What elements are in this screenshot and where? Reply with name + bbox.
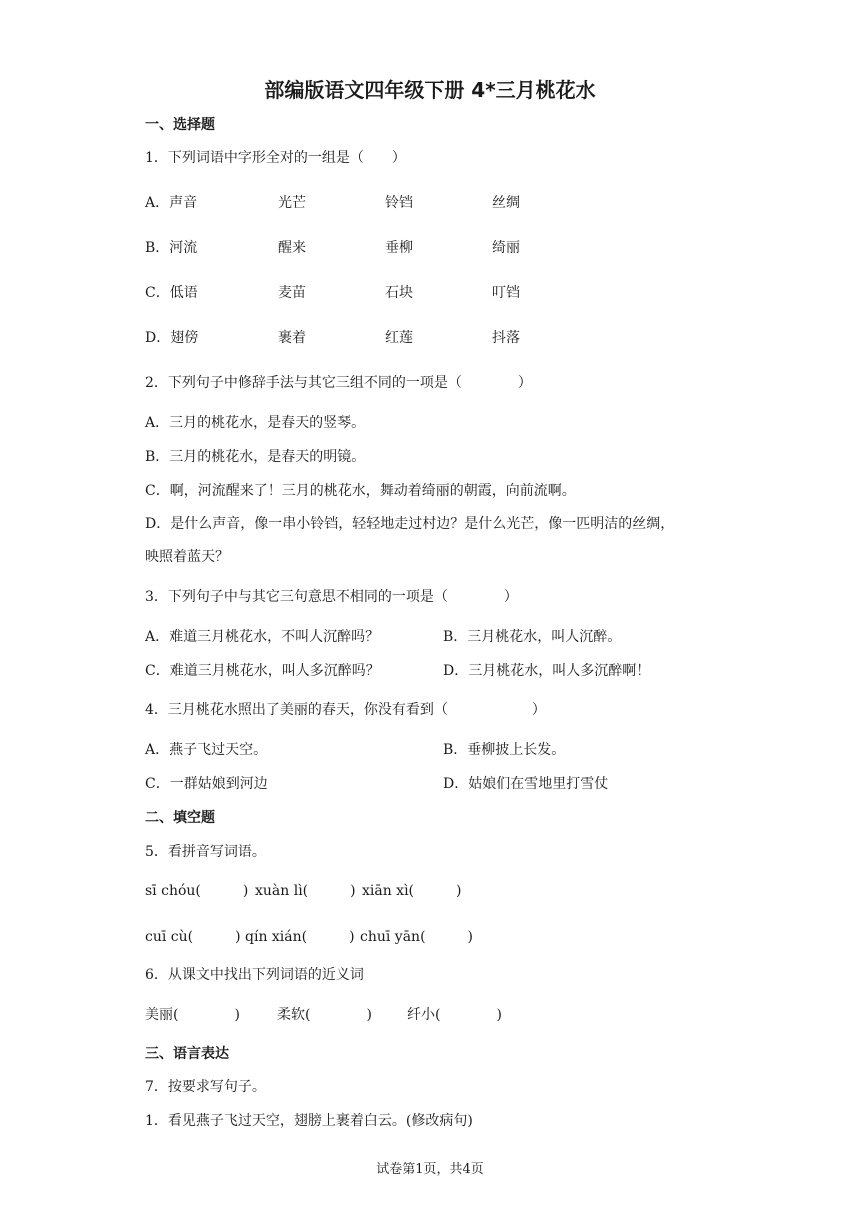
q1-option-d-word3: 红莲 <box>385 330 413 346</box>
pinyin-chui-yan: chuī yān( ) <box>360 929 473 945</box>
question-4-stem: 4．三月桃花水照出了美丽的春天，你没有看到（ ） <box>145 702 546 718</box>
q1-option-a-word2: 光芒 <box>278 195 306 211</box>
synonym-meili: 美丽( ) <box>145 1007 240 1023</box>
section-heading-fill: 二、填空题 <box>145 810 215 826</box>
question-3-stem: 3．下列句子中与其它三句意思不相同的一项是（ ） <box>145 589 518 605</box>
section-heading-choice: 一、选择题 <box>145 117 215 133</box>
question-6-stem: 6．从课文中找出下列词语的近义词 <box>145 967 364 983</box>
page-footer: 试卷第1页，共4页 <box>376 1162 484 1177</box>
q1-option-b-word4: 绮丽 <box>492 240 520 256</box>
synonym-rouruan: 柔软( ) <box>277 1007 372 1023</box>
page-title: 部编版语文四年级下册 4*三月桃花水 <box>264 78 596 102</box>
q4-option-d: D．姑娘们在雪地里打雪仗 <box>443 776 609 792</box>
q4-option-a: A．燕子飞过天空。 <box>145 742 268 758</box>
q1-option-d-word2: 裹着 <box>278 330 306 346</box>
pinyin-cui-cu: cuī cù( ) <box>145 929 241 945</box>
q1-option-a-word3: 铃铛 <box>385 195 413 211</box>
pinyin-xian-xi: xiān xì( ) <box>362 883 462 899</box>
q4-option-c: C．一群姑娘到河边 <box>145 776 268 792</box>
question-5-stem: 5．看拼音写词语。 <box>145 844 266 860</box>
pinyin-xuan-li: xuàn lì( ) <box>255 883 356 899</box>
q2-option-d-line2: 映照着蓝天？ <box>145 549 229 565</box>
q1-option-b-label: B．河流 <box>145 240 198 256</box>
q1-option-b-word2: 醒来 <box>278 240 306 256</box>
q1-option-c-word3: 石块 <box>385 285 413 301</box>
q1-option-b-word3: 垂柳 <box>385 240 413 256</box>
section-heading-expression: 三、语言表达 <box>145 1046 229 1062</box>
pinyin-qin-xian: qín xián( ) <box>245 929 355 945</box>
q2-option-c: C．啊，河流醒来了！三月的桃花水，舞动着绮丽的朝霞，向前流啊。 <box>145 483 576 499</box>
q1-option-d-word4: 抖落 <box>492 330 520 346</box>
q1-option-a-label: A．声音 <box>145 195 198 211</box>
question-1-stem: 1．下列词语中字形全对的一组是（ ） <box>145 150 406 166</box>
q1-option-a-word4: 丝绸 <box>492 195 520 211</box>
q4-option-b: B．垂柳披上长发。 <box>443 742 566 758</box>
q2-option-d-line1: D．是什么声音，像一串小铃铛，轻轻地走过村边？是什么光芒，像一匹明洁的丝绸， <box>145 516 675 532</box>
q1-option-c-label: C．低语 <box>145 285 198 301</box>
q3-option-d: D．三月桃花水，叫人多沉醉啊！ <box>443 663 651 679</box>
q2-option-a: A．三月的桃花水，是春天的竖琴。 <box>145 415 366 431</box>
q3-option-b: B．三月桃花水，叫人沉醉。 <box>443 629 622 645</box>
q2-option-b: B．三月的桃花水，是春天的明镜。 <box>145 449 366 465</box>
q7-item-1: 1．看见燕子飞过天空，翅膀上裹着白云。(修改病句) <box>145 1113 473 1129</box>
q1-option-c-word2: 麦苗 <box>278 285 306 301</box>
q3-option-a: A．难道三月桃花水，不叫人沉醉吗？ <box>145 629 380 645</box>
question-2-stem: 2．下列句子中修辞手法与其它三组不同的一项是（ ） <box>145 375 532 391</box>
q1-option-d-label: D．翅傍 <box>145 330 199 346</box>
q3-option-c: C．难道三月桃花水，叫人多沉醉吗？ <box>145 663 380 679</box>
pinyin-si-chou: sī chóu( ) <box>145 883 249 899</box>
synonym-xianxiao: 纤小( ) <box>407 1007 502 1023</box>
question-7-stem: 7．按要求写句子。 <box>145 1079 266 1095</box>
q1-option-c-word4: 叮铛 <box>492 285 520 301</box>
